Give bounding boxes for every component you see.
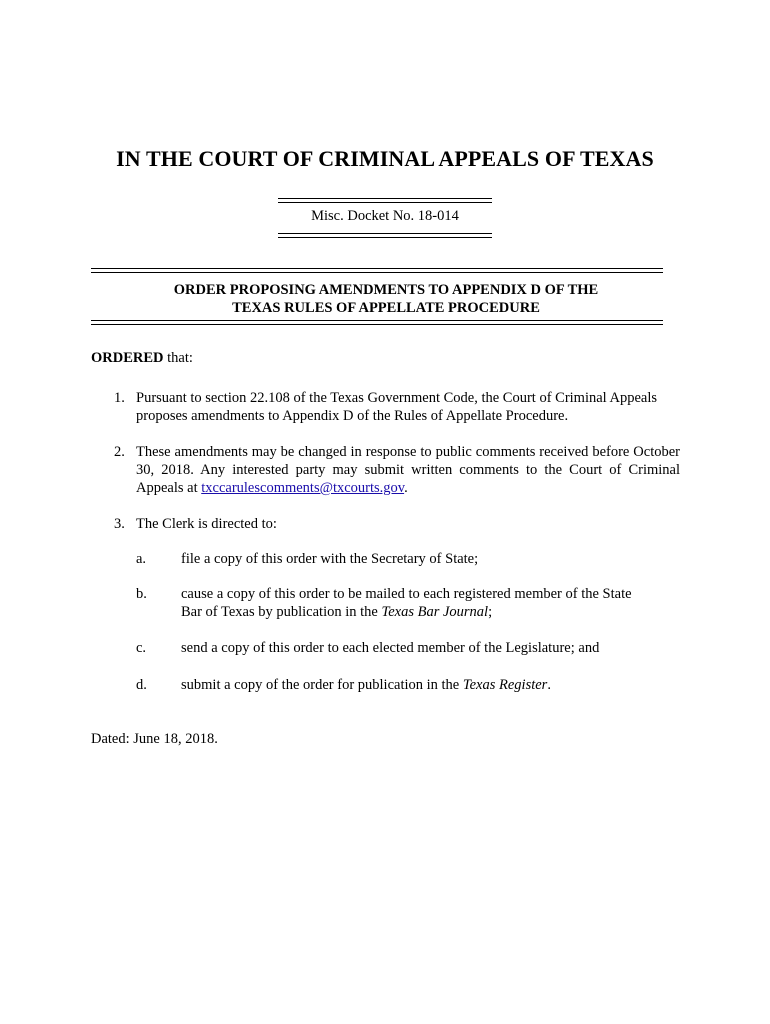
sub-item-letter: b. bbox=[136, 586, 147, 602]
item-2-text-after: . bbox=[404, 480, 408, 496]
list-item-number: 3. bbox=[114, 516, 125, 532]
order-rule-bottom bbox=[91, 320, 663, 325]
sub-item-text: file a copy of this order with the Secretary of State; bbox=[181, 551, 479, 567]
sub-item-text: send a copy of this order to each elected member of the Legislature; and bbox=[181, 640, 600, 656]
list-item-number: 2. bbox=[114, 444, 125, 460]
sub-item-letter: d. bbox=[136, 677, 147, 693]
list-item-number: 1. bbox=[114, 390, 125, 406]
sub-b-text-before: cause a copy of this order to be mailed to each registered member of the State Bar of Texas by publication in the bbox=[181, 586, 632, 620]
sub-item-a bbox=[136, 550, 656, 568]
publication-name: Texas Register bbox=[462, 677, 548, 693]
court-title: IN THE COURT OF CRIMINAL APPEALS OF TEXAS bbox=[116, 146, 654, 171]
sub-item-c bbox=[136, 639, 656, 657]
docket-rule-bottom bbox=[278, 233, 492, 238]
sub-item-letter: c. bbox=[136, 640, 147, 656]
ordered-clause bbox=[91, 350, 193, 367]
ordered-rest: that: bbox=[163, 350, 193, 366]
list-item-2 bbox=[114, 443, 680, 497]
list-item-1 bbox=[114, 389, 680, 425]
docket-number: Misc. Docket No. 18-014 bbox=[311, 208, 459, 224]
dated-line: Dated: June 18, 2018. bbox=[91, 731, 218, 747]
list-item-text: The Clerk is directed to: bbox=[136, 516, 277, 532]
order-rule-top bbox=[91, 268, 663, 273]
order-title-line-2: TEXAS RULES OF APPELLATE PROCEDURE bbox=[232, 300, 540, 316]
comments-email-link[interactable]: txccarulescomments@txcourts.gov bbox=[201, 480, 405, 496]
publication-name: Texas Bar Journal bbox=[381, 604, 489, 620]
list-item-3 bbox=[114, 515, 680, 533]
order-title-line-1: ORDER PROPOSING AMENDMENTS TO APPENDIX D OF THE bbox=[173, 282, 599, 298]
list-item-text bbox=[136, 443, 680, 497]
sub-item-b bbox=[136, 585, 656, 621]
sub-item-text bbox=[181, 585, 656, 621]
ordered-word: ORDERED bbox=[91, 350, 164, 366]
sub-d-text-before: submit a copy of the order for publication in the bbox=[181, 677, 463, 693]
sub-d-text-after: . bbox=[547, 677, 551, 693]
sub-item-text bbox=[181, 676, 656, 694]
sub-item-d bbox=[136, 676, 656, 694]
sub-b-text-after: ; bbox=[488, 604, 493, 620]
docket-rule-top bbox=[278, 198, 492, 203]
sub-item-letter: a. bbox=[136, 551, 147, 567]
order-title bbox=[91, 281, 681, 317]
item-2-text-before: These amendments may be changed in response to public comments received before October 30, 2018. Any interested party may submit written comments to the Court of Criminal Appeals at bbox=[136, 444, 680, 496]
list-item-text: Pursuant to section 22.108 of the Texas Government Code, the Court of Criminal Appeals proposes amendments to Appendix D of the Rules of Appellate Procedure. bbox=[136, 390, 658, 424]
